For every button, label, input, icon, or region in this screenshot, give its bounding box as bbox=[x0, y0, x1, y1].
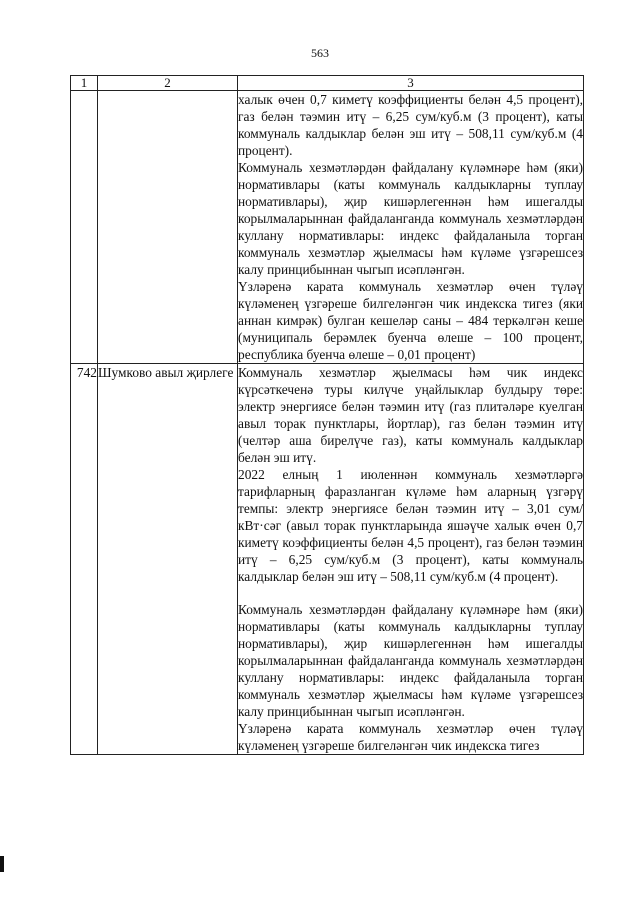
scan-edge-mark bbox=[0, 856, 4, 872]
settlement-name-cell bbox=[98, 91, 238, 364]
paragraph-utility-set: Коммуналь хезмәтләр җыелмасы һәм чик индекс күрсәткеченә туры килүче уңайлыклар булдыру төре: электр энергиясе белән тәэмин итү (газ плитәләре куелган авыл торак пунктлары, йортлар), газ белән тәэмин итү (челтәр аша бирелүче газ), каты коммуналь калдыклар белән эш итү. bbox=[238, 365, 583, 465]
row-number-cell: 742 bbox=[71, 364, 98, 755]
document-table bbox=[70, 75, 584, 755]
table-header-row bbox=[71, 76, 584, 91]
paragraph-consumption-norms: Коммуналь хезмәтләрдән файдалану күләмнәре һәм (яки) нормативлары (каты коммуналь калдыкларны туплау нормативлары), җир кишәрлегеннән һәм ишегалды корылмаларыннан файдаланганда коммуналь хезмәтләрдән куллану нормативлары: индекс файдаланыла торган коммуналь хезмәтләр җыелмасы һәм күләме үзгәрешсез калу принцибыннан чыгып исәпләнгән. bbox=[238, 160, 583, 277]
table-row-continuation bbox=[71, 91, 584, 364]
paragraph-tariff-forecast: 2022 елның 1 июленнән коммуналь хезмәтләргә тарифларның фаразланган күләме һәм аларның үзгәрү темпы: электр энергиясе белән тәэмин итү – 3,01 сум/кВт·сәг (авыл торак пунктларында яшәүче халык өчен 0,7 киметү коэффициенты белән 4,5 процент), газ белән тәэмин итү – 6,25 сум/куб.м (3 процент), каты коммуналь калдыклар белән эш итү – 508,11 сум/куб.м (4 процент). bbox=[238, 467, 583, 584]
column-header-2: 2 bbox=[98, 76, 238, 91]
column-header-3: 3 bbox=[238, 76, 584, 91]
settlement-name-cell: Шумково авыл җирлеге bbox=[98, 364, 238, 755]
description-cell bbox=[238, 91, 584, 364]
paragraph-consumption-norms: Коммуналь хезмәтләрдән файдалану күләмнәре һәм (яки) нормативлары (каты коммуналь калдыкларны туплау нормативлары), җир кишәрлегеннән һәм ишегалды корылмаларыннан файдаланганда коммуналь хезмәтләрдән куллану нормативлары: индекс файдаланыла торган коммуналь хезмәтләр җыелмасы һәм күләме үзгәрешсез калу принцибыннан чыгып исәпләнгән. bbox=[238, 602, 583, 719]
paragraph-tariff-continuation: халык өчен 0,7 киметү коэффициенты белән 4,5 процент), газ белән тәэмин итү – 6,25 сум/куб.м (3 процент), каты коммуналь калдыклар белән эш итү – 508,11 сум/куб.м (4 процент). bbox=[238, 92, 583, 158]
paragraph-population-count: Үзләренә карата коммуналь хезмәтләр өчен түләү күләменең үзгәреше билгеләнгән чик индекска тигез bbox=[238, 721, 583, 753]
description-cell bbox=[238, 364, 584, 755]
paragraph-population-count: Үзләренә карата коммуналь хезмәтләр өчен түләү күләменең үзгәреше билгеләнгән чик индекска тигез (яки аннан кимрәк) булган кешеләр саны – 484 теркәлгән кеше (муниципаль берәмлек буенча өлеше – 100 процент, республика буенча өлеше – 0,01 процент) bbox=[238, 279, 583, 362]
row-number-cell bbox=[71, 91, 98, 364]
table-row-742 bbox=[71, 364, 584, 755]
column-header-1: 1 bbox=[71, 76, 98, 91]
page-number: 563 bbox=[311, 46, 329, 60]
